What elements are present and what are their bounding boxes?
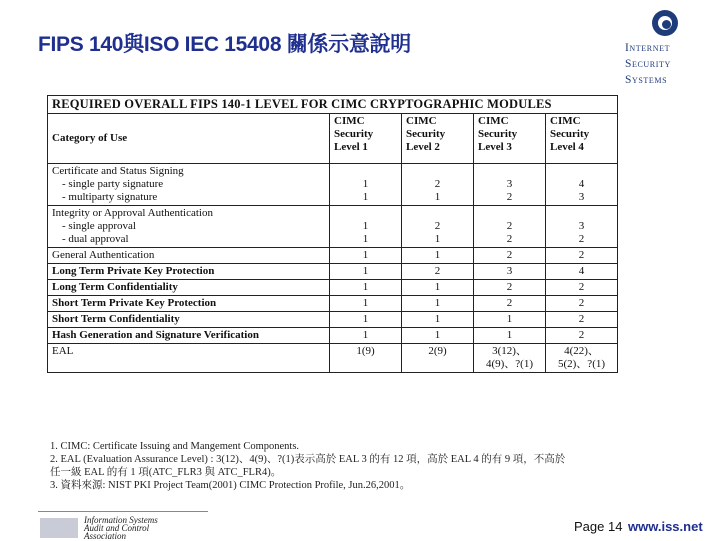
- cell-value: 2: [506, 281, 513, 293]
- cell-value: 1: [362, 233, 369, 245]
- site-url[interactable]: www.iss.net: [628, 519, 703, 534]
- slide-title: FIPS 140與ISO IEC 15408 關係示意說明: [38, 33, 411, 56]
- level-4-value: [546, 164, 618, 206]
- cell-value: 4: [578, 265, 585, 277]
- row-label: Long Term Confidentiality: [52, 281, 178, 293]
- cell-value: 2: [506, 233, 513, 245]
- level-4-value: [546, 312, 618, 328]
- level-2-value: [402, 312, 474, 328]
- level-3-value: [474, 296, 546, 312]
- cell-value: 1: [506, 329, 513, 341]
- cell-value: [550, 207, 613, 220]
- cell-value: 2: [578, 249, 585, 261]
- level-2-value: [402, 248, 474, 264]
- table-body: [48, 164, 618, 373]
- row-category: [48, 344, 330, 373]
- isaca-text: [84, 516, 158, 540]
- level-2-value: [402, 164, 474, 206]
- table-row: [48, 248, 618, 264]
- row-label: Integrity or Approval Authentication: [52, 207, 213, 219]
- cell-value: 1: [362, 191, 369, 203]
- level-4-value: [546, 206, 618, 248]
- row-category: [48, 312, 330, 328]
- table-caption: REQUIRED OVERALL FIPS 140-1 LEVEL FOR CIMC CRYPTOGRAPHIC MODULES: [48, 96, 618, 114]
- isaca-line: Audit and Control: [84, 523, 150, 533]
- isaca-logo: [38, 514, 198, 540]
- cell-value: 1(9): [356, 345, 375, 357]
- level-1-value: [330, 206, 402, 248]
- level-3-value: [474, 344, 546, 373]
- level-2-value: [402, 328, 474, 344]
- logo-line: Internet: [625, 42, 671, 54]
- level-4-value: [546, 296, 618, 312]
- header-level-1: [330, 114, 402, 164]
- row-label: - single approval: [62, 220, 136, 232]
- cell-value: 1: [506, 313, 513, 325]
- cell-value: 3: [506, 178, 513, 190]
- row-category: [48, 280, 330, 296]
- footnote: 任一級 EAL 的有 1 項(ATC_FLR3 與 ATC_FLR4)。: [50, 467, 282, 478]
- cell-value: 4: [578, 178, 585, 190]
- cell-value: 1: [434, 233, 441, 245]
- cell-value: 5(2)、?(1): [557, 358, 606, 370]
- header-level-2: [402, 114, 474, 164]
- footnote: 2. EAL (Evaluation Assurance Level) : 3(12)、4(9)、?(1)表示高於 EAL 3 的有 12 項，高於 EAL 4 的有 9 項，不高於: [50, 454, 566, 465]
- row-label: Long Term Private Key Protection: [52, 265, 215, 277]
- row-label: General Authentication: [52, 249, 155, 261]
- table-row: [48, 264, 618, 280]
- header-category: Category of Use: [48, 114, 330, 164]
- row-category: [48, 328, 330, 344]
- level-4-value: [546, 344, 618, 373]
- cell-value: 2: [578, 329, 585, 341]
- logo-line: Security: [625, 58, 671, 70]
- level-3-value: [474, 264, 546, 280]
- table-row: [48, 280, 618, 296]
- fips-level-table: [47, 95, 618, 373]
- cell-value: [406, 207, 469, 220]
- cell-value: 2: [506, 191, 513, 203]
- row-category: [48, 296, 330, 312]
- cell-value: 4(22)、: [564, 345, 599, 357]
- header-text: Level 4: [550, 141, 584, 153]
- row-category: [48, 164, 330, 206]
- level-1-value: [330, 344, 402, 373]
- level-1-value: [330, 248, 402, 264]
- cell-value: [406, 165, 469, 178]
- header-text: Level 2: [406, 141, 440, 153]
- level-2-value: [402, 280, 474, 296]
- cell-value: 1: [362, 265, 369, 277]
- row-label: Certificate and Status Signing: [52, 165, 184, 177]
- level-1-value: [330, 280, 402, 296]
- isaca-line: Information Systems: [84, 515, 158, 525]
- cell-value: 1: [434, 313, 441, 325]
- header-text: Security: [550, 128, 590, 140]
- cell-value: 3: [578, 191, 585, 203]
- row-label: - multiparty signature: [62, 191, 158, 203]
- isaca-line: Association: [84, 531, 126, 541]
- level-1-value: [330, 328, 402, 344]
- row-category: [48, 264, 330, 280]
- table-row: [48, 164, 618, 206]
- row-label: Hash Generation and Signature Verification: [52, 329, 259, 341]
- level-3-value: [474, 328, 546, 344]
- row-category: [48, 248, 330, 264]
- level-4-value: [546, 248, 618, 264]
- cell-value: [478, 165, 541, 178]
- cell-value: 2: [578, 297, 585, 309]
- cell-value: 1: [362, 178, 369, 190]
- row-category: [48, 206, 330, 248]
- level-1-value: [330, 296, 402, 312]
- globe-icon: [652, 10, 678, 36]
- level-2-value: [402, 296, 474, 312]
- row-label: EAL: [52, 345, 74, 357]
- level-4-value: [546, 264, 618, 280]
- cell-value: 2(9): [428, 345, 447, 357]
- page-number: Page 14: [574, 519, 623, 534]
- level-1-value: [330, 312, 402, 328]
- level-1-value: [330, 264, 402, 280]
- footer-divider: [38, 511, 208, 512]
- level-3-value: [474, 164, 546, 206]
- cell-value: 1: [362, 297, 369, 309]
- cell-value: 1: [434, 329, 441, 341]
- row-label: Short Term Confidentiality: [52, 313, 180, 325]
- table-row: [48, 328, 618, 344]
- cell-value: 1: [362, 281, 369, 293]
- cell-value: 3(12)、: [492, 345, 527, 357]
- cell-value: 1: [434, 281, 441, 293]
- cell-value: 4(9)、?(1): [485, 358, 534, 370]
- cell-value: [550, 165, 613, 178]
- row-label: - single party signature: [62, 178, 164, 190]
- level-2-value: [402, 344, 474, 373]
- cell-value: [334, 165, 397, 178]
- logo-text: [625, 40, 715, 88]
- level-2-value: [402, 264, 474, 280]
- fips-level-table-wrapper: [47, 95, 617, 373]
- level-3-value: [474, 280, 546, 296]
- row-label: Short Term Private Key Protection: [52, 297, 217, 309]
- footnote: 3. 資料來源: NIST PKI Project Team(2001) CIMC Protection Profile, Jun.26,2001。: [50, 480, 411, 491]
- cell-value: 2: [434, 265, 441, 277]
- cell-value: 2: [578, 281, 585, 293]
- cell-value: [334, 207, 397, 220]
- table-row: [48, 296, 618, 312]
- cell-value: 2: [578, 313, 585, 325]
- level-2-value: [402, 206, 474, 248]
- header-text: CIMC: [550, 115, 581, 127]
- level-3-value: [474, 312, 546, 328]
- cell-value: 2: [506, 297, 513, 309]
- header-text: CIMC: [334, 115, 365, 127]
- cell-value: 1: [362, 220, 369, 232]
- header-text: Security: [478, 128, 518, 140]
- cell-value: 2: [434, 220, 441, 232]
- header-level-3: [474, 114, 546, 164]
- header-text: Level 1: [334, 141, 368, 153]
- header-text: CIMC: [478, 115, 509, 127]
- cell-value: 1: [362, 249, 369, 261]
- level-3-value: [474, 248, 546, 264]
- cell-value: 1: [362, 313, 369, 325]
- table-row: [48, 206, 618, 248]
- cell-value: [478, 207, 541, 220]
- level-3-value: [474, 206, 546, 248]
- table-row: [48, 312, 618, 328]
- cell-value: 1: [434, 297, 441, 309]
- header-text: Security: [334, 128, 374, 140]
- cell-value: 1: [362, 329, 369, 341]
- header-level-4: [546, 114, 618, 164]
- row-label: - dual approval: [62, 233, 129, 245]
- cell-value: 3: [506, 265, 513, 277]
- table-row: [48, 344, 618, 373]
- cell-value: 3: [578, 220, 585, 232]
- cell-value: 1: [434, 249, 441, 261]
- header-text: Security: [406, 128, 446, 140]
- header-text: Level 3: [478, 141, 512, 153]
- logo-line: Systems: [625, 74, 668, 86]
- level-1-value: [330, 164, 402, 206]
- cell-value: 2: [506, 249, 513, 261]
- footnotes: [50, 440, 690, 492]
- cell-value: 2: [434, 178, 441, 190]
- cell-value: 1: [434, 191, 441, 203]
- iss-logo: [622, 10, 714, 96]
- cell-value: 2: [578, 233, 585, 245]
- level-4-value: [546, 328, 618, 344]
- footnote: 1. CIMC: Certificate Issuing and Mangement Components.: [50, 441, 300, 452]
- isaca-mark-icon: [40, 518, 78, 538]
- level-4-value: [546, 280, 618, 296]
- header-text: CIMC: [406, 115, 437, 127]
- cell-value: 2: [506, 220, 513, 232]
